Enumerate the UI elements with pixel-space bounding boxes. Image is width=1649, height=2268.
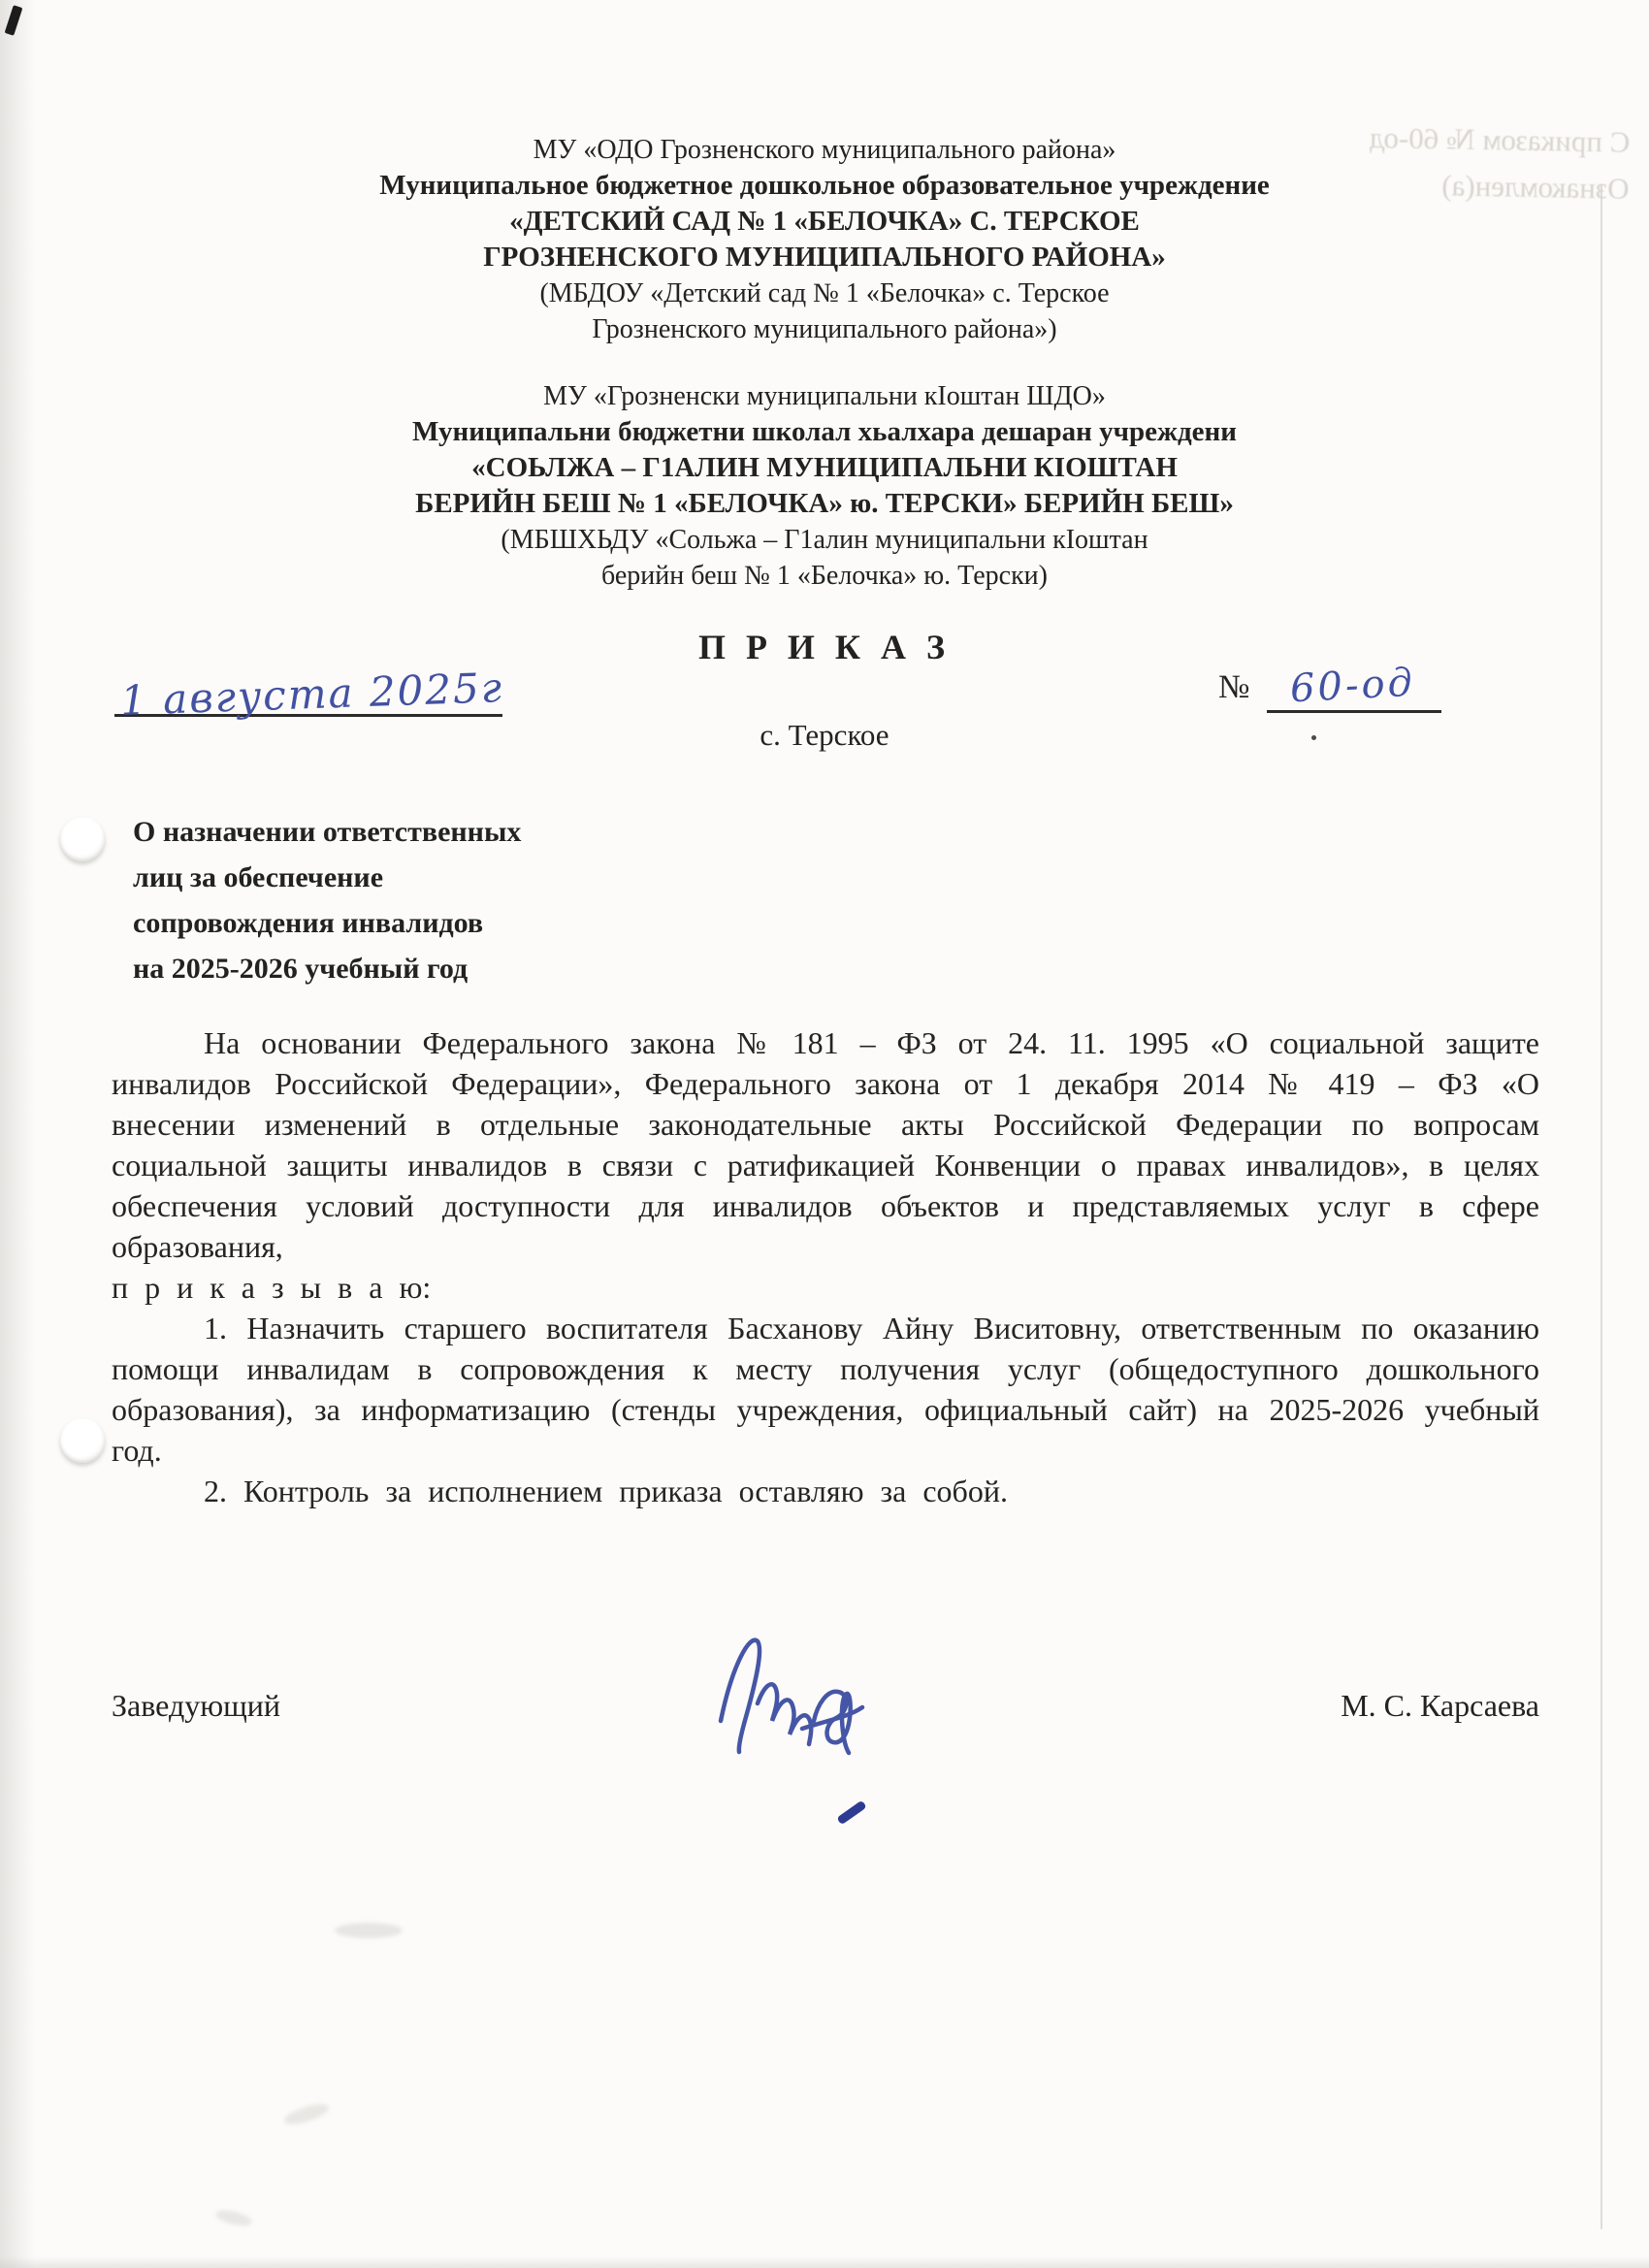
signer-position: Заведующий bbox=[112, 1688, 281, 1723]
bleedthrough-line: С приказом № 60-од bbox=[1369, 120, 1631, 159]
punch-hole bbox=[60, 817, 105, 861]
org-line: Муниципальни бюджетни школал хьалхара дешаран учреждени bbox=[412, 416, 1237, 447]
date-field bbox=[114, 664, 504, 725]
org-line: берийн беш № 1 «Белочка» ю. Терски) bbox=[600, 561, 1048, 591]
scan-edge-shadow-left bbox=[0, 0, 35, 2268]
org-line: «СОЬЛЖА – Г1АЛИН МУНИЦИПАЛЬНИ КIОШТАН bbox=[471, 452, 1178, 483]
org-line: (МБШХЬДУ «Сольжа – Г1алин муниципальни кIоштан bbox=[501, 525, 1148, 555]
org-line: МУ «Грозненски муниципальни кIоштан ШДО» bbox=[543, 381, 1106, 411]
handwritten-date: 1 августа 2025г bbox=[119, 664, 504, 725]
org-line: МУ «ОДО Грозненского муниципального района» bbox=[533, 135, 1116, 165]
body-paragraph-basis: На основании Федерального закона № 181 – ФЗ от 24. 11. 1995 «О социальной защите инвалидов Российской Федерации», Федерального закона от 1 декабря 2014 № 419 – ФЗ «О внесении изменений в отдельные законодательные акты Российской Федерации по вопросам социальной защиты инвалидов в связи с ратификацией Конвенции о правах инвалидов», в целях обеспечения условий доступности для инвалидов объектов и представляемых услуг в сфере образования, bbox=[112, 1025, 1539, 1264]
issue-place: с. Терское bbox=[760, 718, 889, 752]
number-sign-label: № bbox=[1218, 669, 1250, 705]
pencil-smudge bbox=[214, 2208, 253, 2229]
order-body bbox=[112, 1022, 1539, 1511]
org-line: ГРОЗНЕНСКОГО МУНИЦИПАЛЬНОГО РАЙОНА» bbox=[483, 242, 1166, 273]
decree-word: п р и к а з ы в а ю: bbox=[112, 1270, 432, 1305]
letterhead-chechen bbox=[107, 378, 1542, 594]
document-title: П Р И К А З bbox=[697, 628, 952, 666]
body-paragraph-item-1: 1. Назначить старшего воспитателя Басханову Айну Виситовну, ответственным по оказанию помощи инвалидам в сопровождения к месту получения услуг (общедоступного дошкольного образования), за информатизацию (стенды учреждения, официальный сайт) на 2025-2026 учебный год. bbox=[112, 1311, 1539, 1468]
scan-edge-shadow-bottom bbox=[0, 2256, 1649, 2268]
letterhead-russian bbox=[107, 132, 1542, 347]
signature-block bbox=[112, 1674, 1539, 1733]
punch-hole bbox=[60, 1418, 105, 1463]
number-blank-line bbox=[1267, 660, 1441, 713]
bleedthrough-line: Ознакомлен(а) bbox=[1441, 168, 1630, 206]
paper-edge-line bbox=[1600, 184, 1602, 2229]
body-paragraph-item-2: 2. Контроль за исполнением приказа оставляю за собой. bbox=[204, 1474, 1008, 1508]
signer-name: М. С. Карсаева bbox=[1341, 1688, 1539, 1723]
org-line: «ДЕТСКИЙ САД № 1 «БЕЛОЧКА» С. ТЕРСКОЕ bbox=[509, 206, 1140, 237]
stray-ink-mark bbox=[836, 1800, 866, 1826]
order-subject bbox=[133, 809, 521, 991]
subject-line: лиц за обеспечение bbox=[133, 861, 384, 893]
org-line: Муниципальное бюджетное дошкольное образовательное учреждение bbox=[379, 170, 1270, 201]
org-line: БЕРИЙН БЕШ № 1 «БЕЛОЧКА» ю. ТЕРСКИ» БЕРИЙН БЕШ» bbox=[415, 488, 1234, 519]
subject-line: сопровождения инвалидов bbox=[133, 907, 484, 939]
org-line: Грозненского муниципального района») bbox=[592, 314, 1057, 344]
pencil-smudge bbox=[282, 2100, 331, 2128]
org-line: (МБДОУ «Детский сад № 1 «Белочка» с. Терское bbox=[539, 278, 1110, 308]
handwritten-order-number: 60-од bbox=[1289, 660, 1417, 712]
handwritten-signature bbox=[705, 1624, 889, 1777]
subject-line: на 2025-2026 учебный год bbox=[133, 953, 469, 985]
number-field bbox=[1218, 660, 1441, 718]
subject-line: О назначении ответственных bbox=[133, 816, 522, 848]
pencil-smudge bbox=[335, 1923, 403, 1938]
